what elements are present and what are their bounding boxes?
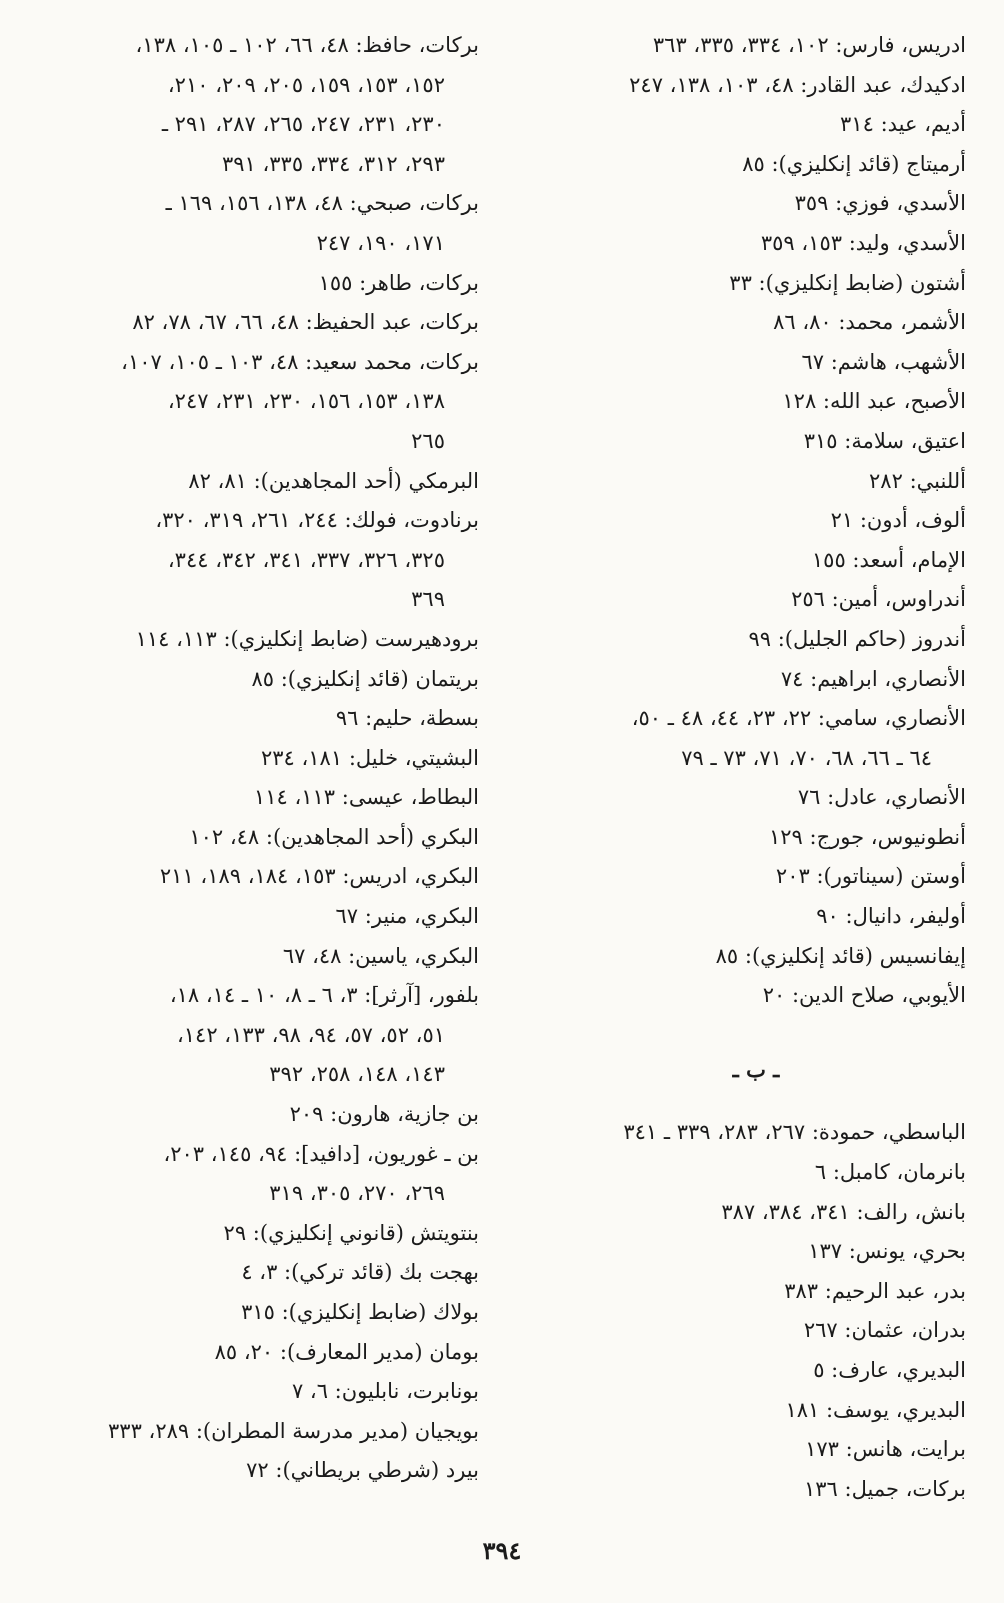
entry-name: أشتون (ضابط إنكليزي): xyxy=(758,270,966,295)
entry-name: الأصبح، عبد الله: xyxy=(822,389,966,414)
entry-name: الأنصاري، ابراهيم: xyxy=(810,666,966,691)
index-entry xyxy=(546,382,966,422)
index-entry xyxy=(546,1193,966,1233)
page-number: ٣٩٤ xyxy=(482,1536,522,1565)
index-entry xyxy=(39,1293,479,1333)
entry-name: بلفور، [آرثر]: xyxy=(364,983,479,1008)
index-entry xyxy=(39,26,479,184)
index-entry xyxy=(546,1391,966,1431)
entry-pages: ١٠٢، ٣٣٤، ٣٣٥، ٣٦٣ xyxy=(652,33,829,57)
index-entry xyxy=(39,857,479,897)
index-entry xyxy=(39,739,479,779)
entry-name: برنادوت، فولك: xyxy=(344,508,479,533)
entry-pages: ١٥٥ xyxy=(318,270,353,295)
entry-name: بركات، محمد سعيد: xyxy=(305,349,479,374)
entry-name: بنتويتش (قانوني إنكليزي): xyxy=(252,1220,479,1245)
index-entry xyxy=(546,660,966,700)
index-entry xyxy=(546,1311,966,1351)
index-entry xyxy=(546,897,966,937)
entry-pages: ٨٥ xyxy=(251,666,275,691)
entry-name: بهجت بك (قائد تركي): xyxy=(284,1260,479,1285)
entry-name: البشيتي، خليل: xyxy=(348,745,479,770)
index-entry xyxy=(546,224,966,264)
entry-pages: ٣٨٣ xyxy=(784,1278,819,1303)
index-entry xyxy=(546,343,966,383)
entry-name: بدر، عبد الرحيم: xyxy=(824,1278,966,1303)
entry-name: بونابرت، نابليون: xyxy=(334,1379,479,1404)
entry-name: أرميتاج (قائد إنكليزي): xyxy=(771,151,966,176)
entry-name: البكري، ياسين: xyxy=(348,943,479,968)
entry-pages: ٤٨، ٦٧ xyxy=(282,943,342,968)
entry-pages: ١٥٣، ١٨٤، ١٨٩، ٢١١ xyxy=(159,864,336,889)
entry-pages: ١٥٥ xyxy=(811,547,846,572)
index-section-alif xyxy=(546,26,966,1016)
entry-name: بن جازية، هارون: xyxy=(330,1102,479,1127)
section-header-ba: ـ ب ـ xyxy=(732,1056,780,1082)
entry-pages: ١٣٧ xyxy=(808,1239,843,1264)
entry-pages: ٨٥ xyxy=(715,943,739,968)
index-section-ba xyxy=(546,1113,966,1509)
entry-name: أندروز (حاكم الجليل): xyxy=(777,626,966,651)
index-entry xyxy=(39,937,479,977)
entry-name: بن ـ غوريون، [دافيد]: xyxy=(294,1141,479,1166)
index-entry xyxy=(39,1451,479,1491)
entry-name: بركات، طاهر: xyxy=(359,270,479,295)
index-entry xyxy=(546,1113,966,1153)
index-entry xyxy=(546,699,966,778)
entry-name: بركات، حافظ: xyxy=(355,33,479,57)
entry-pages: ٢٨٩، ٣٣٣ xyxy=(108,1418,190,1443)
entry-name: البكري، منير: xyxy=(364,904,479,929)
index-entry xyxy=(39,818,479,858)
entry-pages-continued: ٢٦٥ xyxy=(411,428,445,453)
entry-pages: ٧٤ xyxy=(780,666,804,691)
index-entry xyxy=(546,66,966,106)
index-entry xyxy=(546,1351,966,1391)
index-entry xyxy=(546,501,966,541)
entry-pages: ٤٨، ١٠٢ xyxy=(189,824,260,849)
entry-pages: ٨٠، ٨٦ xyxy=(773,310,832,335)
entry-name: الأيوبي، صلاح الدين: xyxy=(791,983,966,1008)
index-entry xyxy=(546,857,966,897)
entry-pages: ٨١، ٨٢ xyxy=(188,468,247,493)
entry-pages: ٩٩ xyxy=(748,626,772,651)
index-entry xyxy=(39,343,479,462)
entry-pages: ٤٨، ٦٦، ١٠٢ ـ ١٠٥، ١٣٨، xyxy=(135,33,349,57)
entry-pages-continued: ٣٢٥، ٣٢٦، ٣٣٧، ٣٤١، ٣٤٢، ٣٤٤، xyxy=(167,547,445,572)
entry-pages: ٣٣ xyxy=(729,270,752,295)
entry-pages: ٣، ٤ xyxy=(241,1260,278,1285)
entry-pages: ٩٤، ١٤٥، ٢٠٣، xyxy=(163,1141,288,1166)
entry-name: اعتيق، سلامة: xyxy=(844,428,966,453)
entry-pages: ٦ xyxy=(814,1160,827,1185)
index-entry xyxy=(546,264,966,304)
entry-name: برودهيرست (ضابط إنكليزي): xyxy=(223,626,479,651)
entry-pages: ٧٦ xyxy=(797,785,821,810)
index-entry xyxy=(39,1095,479,1135)
entry-pages: ٢٠، ٨٥ xyxy=(214,1339,274,1364)
entry-name: أوليفر، دانيال: xyxy=(845,904,966,929)
entry-pages: ٤٨، ١٣٨، ١٥٦، ١٦٩ ـ xyxy=(165,191,343,216)
entry-pages: ٧٢ xyxy=(246,1458,269,1483)
entry-name: بولاك (ضابط إنكليزي): xyxy=(281,1300,479,1324)
entry-pages: ٦٧ xyxy=(801,349,825,374)
entry-name: أديم، عيد: xyxy=(880,112,966,137)
entry-pages: ٨٥ xyxy=(742,151,765,176)
index-entry xyxy=(39,976,479,1095)
index-entry xyxy=(546,303,966,343)
entry-pages: ٣٥٩ xyxy=(794,191,829,216)
entry-name: البديري، يوسف: xyxy=(825,1397,966,1422)
entry-name: ألوف، أدون: xyxy=(859,508,966,533)
entry-pages: ٩٦ xyxy=(335,706,359,731)
entry-pages: ٢٦٧، ٢٨٣، ٣٣٩ ـ ٣٤١ xyxy=(623,1120,806,1145)
index-entry xyxy=(39,1412,479,1452)
entry-pages: ١١٣، ١١٤ xyxy=(135,626,217,651)
index-entry xyxy=(546,937,966,977)
index-entry xyxy=(546,818,966,858)
entry-name: الأشهب، هاشم: xyxy=(830,349,966,374)
index-entry xyxy=(546,145,966,185)
entry-pages-continued: ٢٦٩، ٢٧٠، ٣٠٥، ٣١٩ xyxy=(269,1181,445,1206)
index-section-ba-continued xyxy=(39,26,479,1491)
index-entry xyxy=(546,1153,966,1193)
entry-pages: ٢٦٧ xyxy=(803,1318,838,1343)
entry-pages: ٢٠٣ xyxy=(775,864,810,889)
index-entry xyxy=(546,422,966,462)
index-entry xyxy=(39,303,479,343)
index-entry xyxy=(39,1214,479,1254)
entry-name: بحري، يونس: xyxy=(848,1239,966,1264)
index-entry xyxy=(546,26,966,66)
entry-pages: ٤٨، ١٠٣ ـ ١٠٥، ١٠٧، xyxy=(121,349,299,374)
entry-pages: ١٨١ xyxy=(785,1397,820,1422)
index-entry xyxy=(39,184,479,263)
entry-pages: ٤٨، ٦٦، ٦٧، ٧٨، ٨٢ xyxy=(132,310,299,335)
entry-pages: ١٢٩ xyxy=(768,824,803,849)
entry-pages-continued: ٣٦٩ xyxy=(411,587,445,612)
entry-name: الأسدي، وليد: xyxy=(848,230,966,255)
entry-name: البديري، عارف: xyxy=(831,1358,966,1382)
index-entry xyxy=(39,699,479,739)
entry-pages: ١٥٣، ٣٥٩ xyxy=(760,230,843,255)
entry-name: أندراوس، أمين: xyxy=(831,587,966,612)
entry-pages: ٢١ xyxy=(830,508,854,533)
entry-pages: ٥ xyxy=(813,1358,825,1382)
entry-name: بانش، رالف: xyxy=(856,1199,966,1224)
entry-name: بسطة، حليم: xyxy=(365,706,479,731)
entry-pages: ٣٤١، ٣٨٤، ٣٨٧ xyxy=(721,1199,850,1224)
entry-pages: ٢٩ xyxy=(223,1220,247,1245)
entry-name: بيرد (شرطي بريطاني): xyxy=(275,1458,479,1483)
entry-pages: ٩٠ xyxy=(816,904,839,929)
entry-name: إيفانسيس (قائد إنكليزي): xyxy=(744,943,966,968)
index-entry xyxy=(39,620,479,660)
entry-pages: ٣١٥ xyxy=(803,428,838,453)
entry-name: بركات، صبحي: xyxy=(349,191,479,216)
entry-pages-continued: ١٤٣، ١٤٨، ٢٥٨، ٣٩٢ xyxy=(269,1062,445,1087)
index-entry xyxy=(546,462,966,502)
entry-pages: ٢٢، ٢٣، ٤٤، ٤٨ ـ ٥٠، xyxy=(631,706,812,731)
entry-name: بدران، عثمان: xyxy=(844,1318,966,1343)
entry-pages-continued: ٢٣٠، ٢٣١، ٢٤٧، ٢٦٥، ٢٨٧، ٢٩١ ـ xyxy=(161,112,445,137)
entry-pages-continued: ٥١، ٥٢، ٥٧، ٩٤، ٩٨، ١٣٣، ١٤٢، xyxy=(177,1022,445,1047)
entry-name: الأنصاري، عادل: xyxy=(827,785,966,810)
index-entry xyxy=(39,1135,479,1214)
index-entry xyxy=(546,620,966,660)
entry-pages: ٣١٥ xyxy=(241,1300,275,1324)
index-entry xyxy=(546,778,966,818)
entry-name: البطاط، عيسى: xyxy=(341,785,479,810)
entry-pages: ٢٠ xyxy=(762,983,786,1008)
entry-name: البكري، ادريس: xyxy=(342,864,479,889)
index-entry xyxy=(546,1272,966,1312)
entry-name: أنطونيوس، جورج: xyxy=(809,824,966,849)
index-column-left xyxy=(39,26,479,1491)
index-entry xyxy=(39,1372,479,1412)
index-entry xyxy=(546,1470,966,1510)
entry-pages: ٢٠٩ xyxy=(289,1102,324,1127)
entry-pages: ٦٧ xyxy=(335,904,359,929)
entry-pages: ١٨١، ٢٣٤ xyxy=(260,745,343,770)
entry-pages-continued: ٢٩٣، ٣١٢، ٣٣٤، ٣٣٥، ٣٩١ xyxy=(221,151,445,176)
entry-name: أوستن (سيناتور): xyxy=(816,864,966,889)
entry-name: بركات، جميل: xyxy=(844,1476,966,1501)
entry-name: بانرمان، كامبل: xyxy=(832,1160,966,1185)
entry-name: الأشمر، محمد: xyxy=(838,310,966,335)
entry-name: ادكيدك، عبد القادر: xyxy=(800,72,966,97)
index-entry xyxy=(39,660,479,700)
entry-name: البرمكي (أحد المجاهدين): xyxy=(253,468,479,493)
index-column-right xyxy=(546,26,966,1509)
entry-pages-continued: ١٥٢، ١٥٣، ١٥٩، ٢٠٥، ٢٠٩، ٢١٠، xyxy=(167,72,445,97)
entry-name: برايت، هانس: xyxy=(845,1437,966,1462)
index-entry xyxy=(39,264,479,304)
entry-name: أللنبي: xyxy=(909,468,966,493)
entry-pages: ١٣٦ xyxy=(803,1476,838,1501)
index-entry xyxy=(546,541,966,581)
entry-pages: ١١٣، ١١٤ xyxy=(253,785,336,810)
entry-name: بويجيان (مدير مدرسة المطران): xyxy=(195,1418,479,1443)
entry-name: ادريس، فارس: xyxy=(835,33,966,57)
entry-pages: ٢٨٢ xyxy=(869,468,903,493)
entry-name: الأسدي، فوزي: xyxy=(835,191,966,216)
entry-pages: ٤٨، ١٠٣، ١٣٨، ٢٤٧ xyxy=(629,72,794,97)
entry-pages-continued: ١٧١، ١٩٠، ٢٤٧ xyxy=(316,230,445,255)
index-entry xyxy=(39,778,479,818)
index-entry xyxy=(546,1430,966,1470)
entry-pages: ١٢٨ xyxy=(782,389,817,414)
entry-name: بومان (مدير المعارف): xyxy=(279,1339,479,1364)
index-entry xyxy=(39,1333,479,1373)
entry-name: الأنصاري، سامي: xyxy=(817,706,966,731)
index-entry xyxy=(39,462,479,502)
entry-pages: ١٧٣ xyxy=(805,1437,839,1462)
entry-pages: ٣، ٦ ـ ٨، ١٠ ـ ١٤، ١٨، xyxy=(169,983,358,1008)
entry-pages-continued: ١٣٨، ١٥٣، ١٥٦، ٢٣٠، ٢٣١، ٢٤٧، xyxy=(167,389,445,414)
index-entry xyxy=(546,976,966,1016)
entry-pages-continued: ٦٤ ـ ٦٦، ٦٨، ٧٠، ٧١، ٧٣ ـ ٧٩ xyxy=(681,745,932,770)
index-entry xyxy=(546,105,966,145)
index-entry xyxy=(39,1253,479,1293)
entry-pages: ٣١٤ xyxy=(840,112,874,137)
entry-name: بركات، عبد الحفيظ: xyxy=(305,310,479,335)
entry-name: بريتمان (قائد إنكليزي): xyxy=(280,666,479,691)
entry-name: الإمام، أسعد: xyxy=(852,547,966,572)
index-entry xyxy=(39,501,479,620)
entry-name: الباسطي، حمودة: xyxy=(811,1120,966,1145)
index-entry xyxy=(39,897,479,937)
entry-name: البكري (أحد المجاهدين): xyxy=(265,824,479,849)
entry-pages: ٢٥٦ xyxy=(791,587,825,612)
entry-pages: ٢٤٤، ٢٦١، ٣١٩، ٣٢٠، xyxy=(155,508,338,533)
index-entry xyxy=(546,580,966,620)
entry-pages: ٦، ٧ xyxy=(291,1379,328,1404)
index-entry xyxy=(546,184,966,224)
index-entry xyxy=(546,1232,966,1272)
